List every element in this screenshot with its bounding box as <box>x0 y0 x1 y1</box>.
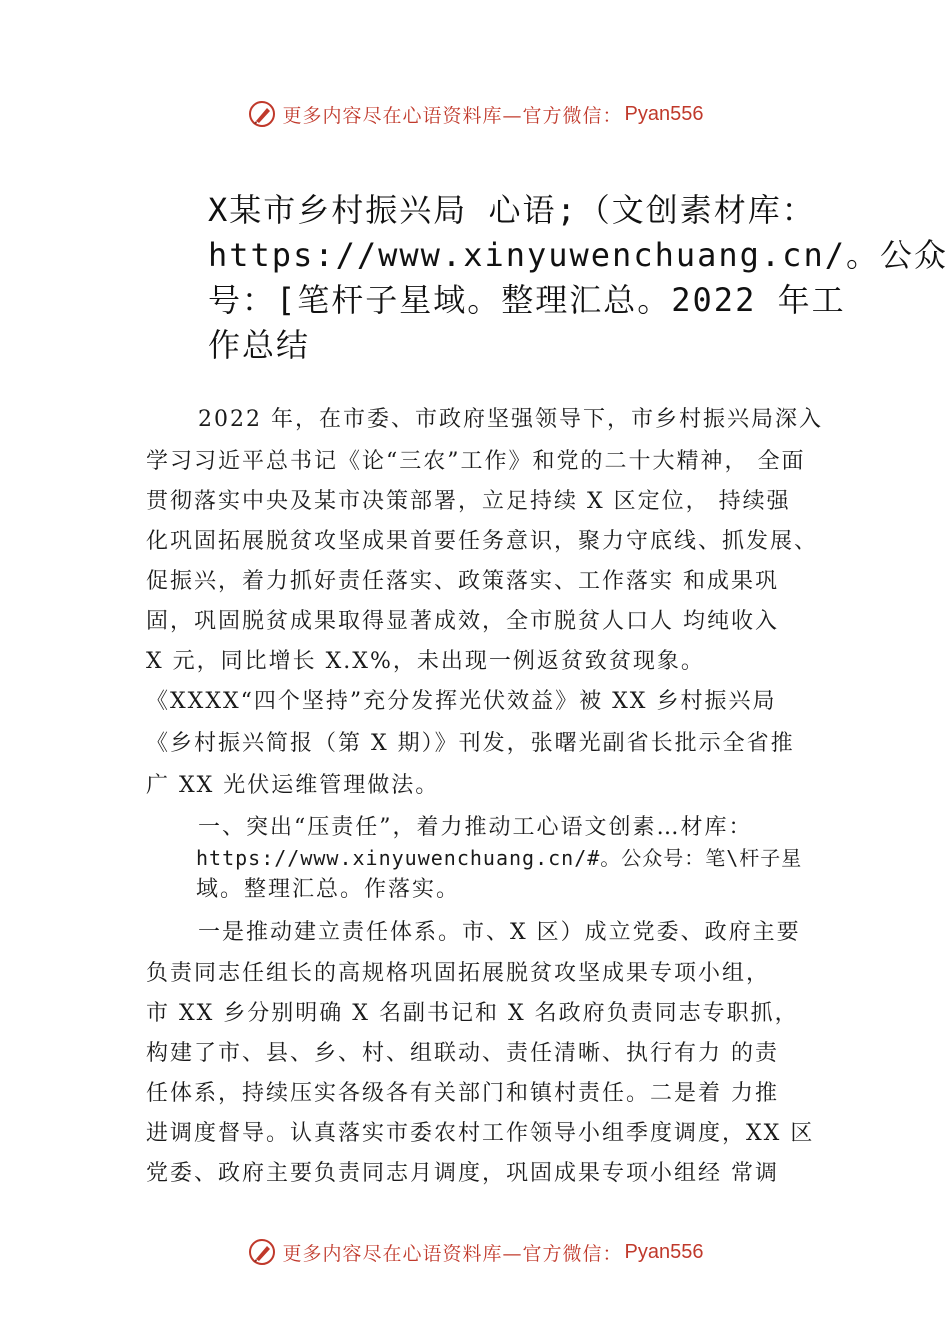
body-line: 贯彻落实中央及某市决策部署，立足持续 X 区定位， 持续强 <box>146 489 791 514</box>
footer-banner-text: 更多内容尽在心语资料库—官方微信： <box>282 1242 623 1265</box>
body-line: 任体系，持续压实各级各有关部门和镇村责任。二是着 力推 <box>146 1081 779 1106</box>
header-banner-id: Pyan556 <box>624 102 704 125</box>
footer-banner-id: Pyan556 <box>624 1240 704 1263</box>
title-line: 号：[笔杆子星域。整理汇总。2022 年工 <box>208 281 846 319</box>
document-title <box>208 188 948 368</box>
body-line: 进调度督导。认真落实市委农村工作领导小组季度调度，XX 区 <box>146 1121 815 1146</box>
body-line: 广 XX 光伏运维管理做法。 <box>146 773 440 798</box>
header-banner <box>0 94 950 134</box>
section-heading-url: https://www.xinyuwenchuang.cn/#。公众号：笔\杆子星 <box>196 846 803 870</box>
body-line: 《乡村振兴简报（第 X 期）》刊发，张曙光副省长批示全省推 <box>146 731 795 756</box>
body-line: 促振兴，着力抓好责任落实、政策落实、工作落实 和成果巩 <box>146 569 779 594</box>
section-heading: 一、突出“压责任”，着力推动工心语文创素…材库： <box>198 815 753 840</box>
pen-logo-icon <box>247 99 277 129</box>
body-line: 一是推动建立责任体系。市、X 区）成立党委、政府主要 <box>198 920 801 945</box>
title-line: https://www.xinyuwenchuang.cn/。公众 <box>208 236 948 274</box>
section-heading: 域。整理汇总。作落实。 <box>196 877 461 902</box>
title-line: 作总结 <box>208 326 311 364</box>
body-line: 市 XX 乡分别明确 X 名副书记和 X 名政府负责同志专职抓， <box>146 1001 799 1026</box>
body-line: 2022 年，在市委、市政府坚强领导下，市乡村振兴局深入 <box>198 407 823 432</box>
body-line: 负责同志任组长的高规格巩固拓展脱贫攻坚成果专项小组， <box>146 961 771 986</box>
footer-banner <box>0 1232 950 1272</box>
body-line: 学习习近平总书记《论“三农”工作》和党的二十大精神， 全面 <box>146 449 806 474</box>
body-line: X 元，同比增长 X.X%，未出现一例返贫致贫现象。 <box>146 649 705 674</box>
header-banner-text: 更多内容尽在心语资料库—官方微信： <box>282 104 623 127</box>
body-line: 固，巩固脱贫成果取得显著成效，全市脱贫人口人 均纯收入 <box>146 609 779 634</box>
body-line: 构建了市、县、乡、村、组联动、责任清晰、执行有力 的责 <box>146 1041 779 1066</box>
body-line: 《XXXX“四个坚持”充分发挥光伏效益》被 XX 乡村振兴局 <box>146 689 777 714</box>
pen-logo-icon <box>247 1237 277 1267</box>
body-line: 化巩固拓展脱贫攻坚成果首要任务意识，聚力守底线、抓发展、 <box>146 529 819 554</box>
title-line: X某市乡村振兴局 心语;（文创素材库： <box>208 191 816 229</box>
body-line: 党委、政府主要负责同志月调度，巩固成果专项小组经 常调 <box>146 1161 779 1186</box>
